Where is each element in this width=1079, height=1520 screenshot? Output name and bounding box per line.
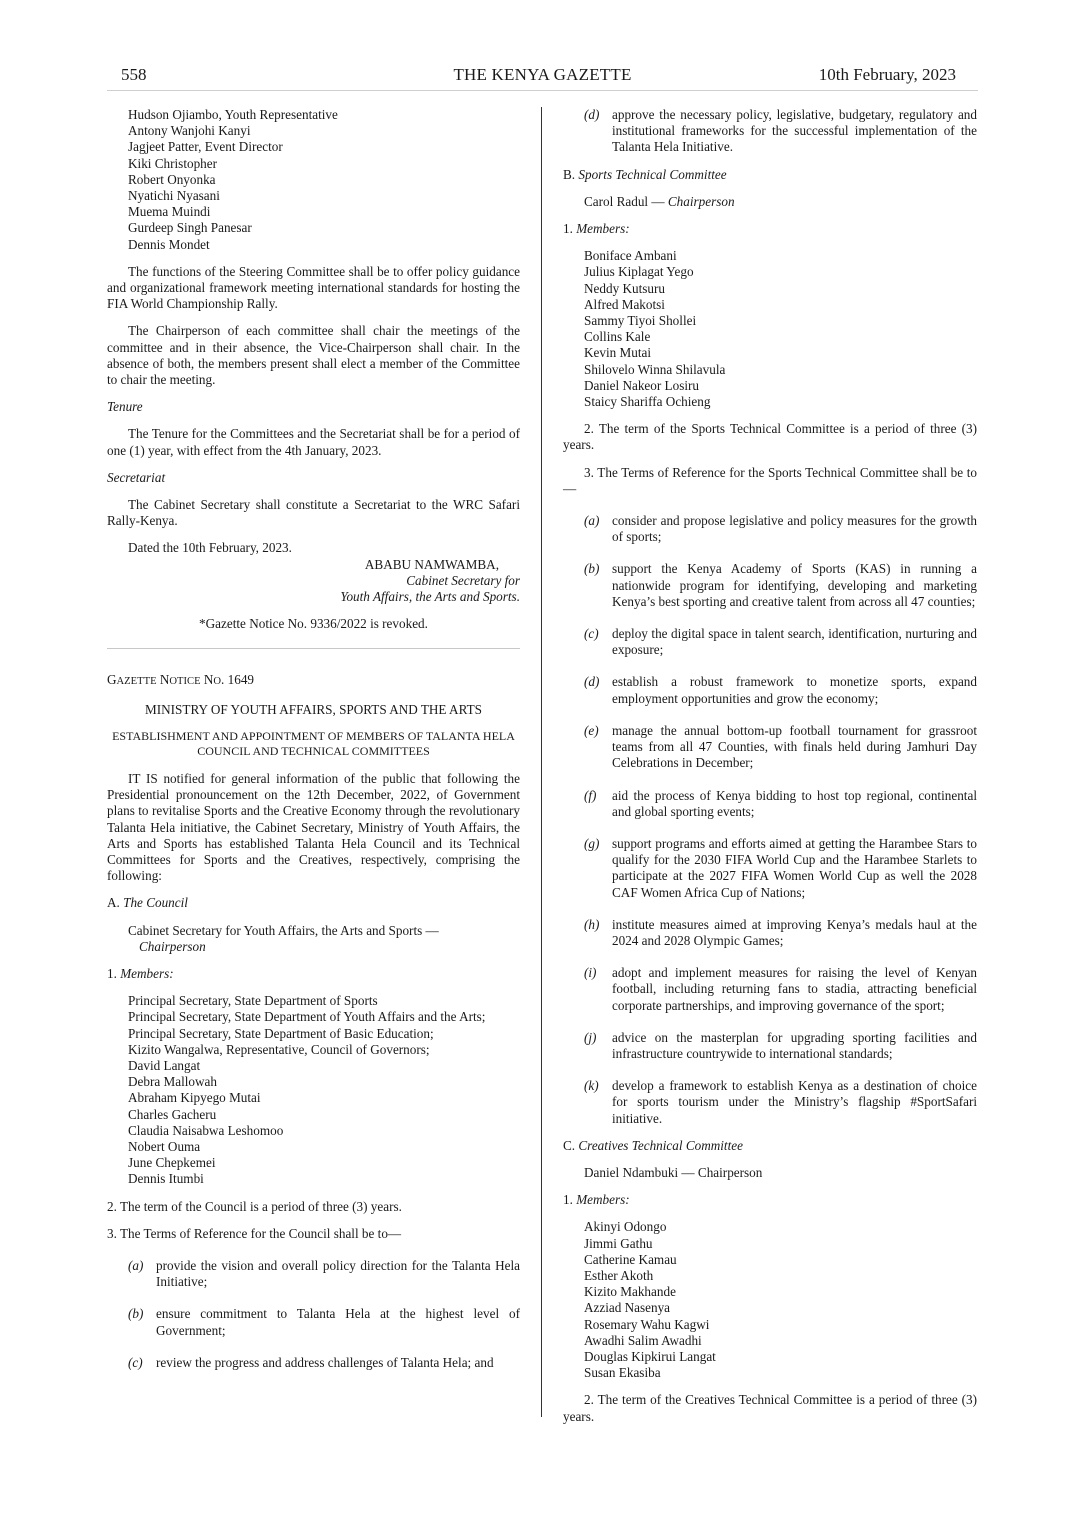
ministry-heading: MINISTRY OF YOUTH AFFAIRS, SPORTS AND THE ARTS (145, 701, 482, 717)
sports-term: 2. The term of the Sports Technical Committee is a period of three (3) years. (563, 421, 977, 453)
list-item: Principal Secretary, State Department of Youth Affairs and the Arts; (128, 1009, 486, 1025)
signatory-title: Youth Affairs, the Arts and Sports. (340, 589, 520, 605)
notice-number: GAZETTE NOTICE NO. 1649 (107, 672, 255, 688)
list-item: Robert Onyonka (128, 171, 216, 187)
list-item: Rosemary Wahu Kagwi (584, 1316, 710, 1332)
signature-block (107, 557, 520, 606)
list-item: Douglas Kipkirui Langat (584, 1348, 716, 1364)
list-item: Akinyi Odongo (584, 1219, 667, 1235)
council-members-list (107, 993, 520, 1187)
list-item: Kizito Makhande (584, 1284, 676, 1300)
reference-item: (c) review the progress and address challenges of Talanta Hela; and (128, 1354, 494, 1370)
list-item: Gurdeep Singh Panesar (128, 220, 252, 236)
list-item: Debra Mallowah (128, 1074, 217, 1090)
reference-item: (g) support programs and efforts aimed at getting the Harambee Stars to qualify for the 2030 FIFA World Cup and the Harambee Starlets to participate at the 2027 FIFA Women World Cup as well the 2028 CAF Women Africa Cup of Nations; (584, 835, 977, 900)
list-item: David Langat (128, 1057, 201, 1073)
reference-item: (j) advice on the masterplan for upgrading sporting facilities and infrastructure countrywide to international standards; (584, 1029, 977, 1061)
section-c-heading: C. Creatives Technical Committee (563, 1137, 743, 1153)
reference-item: (a) consider and propose legislative and policy measures for the growth of sports; (584, 513, 977, 545)
chairperson-paragraph: The Chairperson of each committee shall chair the meetings of the committee and in their absence, the Vice-Chairperson shall chair. In the absence of both, the members present shall elect a member of the Committee to chair the meeting. (107, 323, 520, 388)
list-item: Dennis Mondet (128, 236, 210, 252)
header-divider (107, 90, 978, 91)
reference-item: (b) ensure commitment to Talanta Hela at the highest level of Government; (128, 1306, 520, 1338)
signatory-title: Cabinet Secretary for (406, 572, 520, 588)
list-item: Awadhi Salim Awadhi (584, 1332, 702, 1348)
page-header (107, 64, 978, 86)
list-item: Kevin Mutai (584, 345, 652, 361)
creatives-chair: Daniel Ndambuki — Chairperson (584, 1164, 763, 1180)
reference-item: (h) institute measures aimed at improving Kenya’s medals haul at the 2024 and 2028 Olympic Games; (584, 916, 977, 948)
list-item: Boniface Ambani (584, 248, 677, 264)
list-item: Julius Kiplagat Yego (584, 264, 694, 280)
intro-paragraph: IT IS notified for general information of the public that following the Presidential pronouncement on the 12th December, 2022, of Government plans to revitalise Sports and the Creative Economy through the revolutionary Talanta Hela initiative, the Cabinet Secretary, Ministry of Youth Affairs, the Arts and Sports has established Talanta Hela Council and its Technical Committees for Sports and the Creatives, respectively, comprising the following: (107, 770, 520, 884)
reference-item: (d) approve the necessary policy, legislative, budgetary, regulatory and institutional frameworks for the successful implementation of the Talanta Hela Initiative. (584, 107, 977, 155)
list-item: Catherine Kamau (584, 1251, 677, 1267)
steering-members-list (107, 107, 520, 253)
page-number: 558 (121, 65, 147, 84)
list-item: Collins Kale (584, 329, 651, 345)
list-item: Alfred Makotsi (584, 296, 665, 312)
list-item: Jagjeet Patter, Event Director (128, 139, 283, 155)
sports-chair: Carol Radul — Chairperson (584, 193, 735, 209)
list-item: June Chepkemei (128, 1155, 216, 1171)
council-members-heading: 1. Members: (107, 965, 174, 981)
reference-item: (a) provide the vision and overall policy direction for the Talanta Hela Initiative; (128, 1257, 520, 1290)
list-item: Nyatichi Nyasani (128, 188, 220, 204)
list-item: Shilovelo Winna Shilavula (584, 361, 726, 377)
list-item: Staicy Shariffa Ochieng (584, 394, 711, 410)
list-item: Hudson Ojiambo, Youth Representative (128, 107, 338, 122)
notice-subject-line: COUNCIL AND TECHNICAL COMMITTEES (197, 744, 430, 759)
list-item: Muema Muindi (128, 204, 211, 220)
publication-title: THE KENYA GAZETTE (453, 65, 632, 84)
list-item: Susan Ekasiba (584, 1365, 661, 1381)
signatory-name: ABABU NAMWAMBA, (364, 556, 499, 572)
creatives-term: 2. The term of the Creatives Technical Committee is a period of three (3) years. (563, 1392, 977, 1424)
reference-item: (d) establish a robust framework to monetize sports, expand employment opportunities and grow the economy; (584, 674, 977, 706)
list-item: Kizito Wangalwa, Representative, Council of Governors; (128, 1041, 430, 1057)
secretariat-paragraph: The Cabinet Secretary shall constitute a Secretariat to the WRC Safari Rally-Kenya. (107, 497, 520, 529)
reference-item: (e) manage the annual bottom-up football tournament for grassroot teams from all 47 Counties, with finals held during Jamhuri Day Celebrations in December; (584, 722, 977, 771)
list-item: Claudia Naisabwa Leshomoo (128, 1122, 284, 1138)
council-chair: Cabinet Secretary for Youth Affairs, the Arts and Sports — Chairperson (128, 922, 439, 954)
list-item: Esther Akoth (584, 1267, 654, 1283)
sports-members-heading: 1. Members: (563, 221, 630, 237)
notice-subject-line: ESTABLISHMENT AND APPOINTMENT OF MEMBERS OF TALANTA HELA (112, 728, 515, 743)
sports-tor-heading: 3. The Terms of Reference for the Sports Technical Committee shall be to— (563, 464, 977, 496)
list-item: Nobert Ouma (128, 1138, 201, 1154)
reference-item: (c) deploy the digital space in talent search, identification, nurturing and exposure; (584, 626, 977, 658)
list-item: Sammy Tiyoi Shollei (584, 313, 697, 329)
list-item: Neddy Kutsuru (584, 280, 665, 296)
section-b-heading: B. Sports Technical Committee (563, 166, 727, 182)
column-divider (541, 107, 542, 1417)
left-column (107, 107, 520, 1371)
tenure-paragraph: The Tenure for the Committees and the Secretariat shall be for a period of one (1) year, with effect from the 4th January, 2023. (107, 426, 520, 458)
list-item: Kiki Christopher (128, 155, 218, 171)
issue-date: 10th February, 2023 (818, 65, 956, 84)
list-item: Dennis Itumbi (128, 1171, 204, 1187)
reference-item: (f) aid the process of Kenya bidding to host top regional, continental and global sporting events; (584, 787, 977, 819)
list-item: Principal Secretary, State Department of Basic Education; (128, 1025, 434, 1041)
list-item: Principal Secretary, State Department of Sports (128, 993, 378, 1009)
reference-item: (i) adopt and implement measures for raising the level of Kenyan football, including returning fans to stadia, attracting beneficial corporate partnerships, and improving governance of the sport; (584, 965, 977, 1013)
creatives-members-list (563, 1219, 977, 1381)
dated-line: Dated the 10th February, 2023. (128, 540, 292, 556)
notice-subject (107, 729, 520, 760)
reference-item: (b) support the Kenya Academy of Sports (KAS) in running a nationwide program for identifying, developing and marketing Kenya’s best sporting and creative talent from across all 47 counties; (584, 561, 977, 609)
section-a-heading: A. The Council (107, 895, 188, 911)
list-item: Jimmi Gathu (584, 1235, 653, 1251)
sports-members-list (563, 248, 977, 410)
list-item: Abraham Kipyego Mutai (128, 1090, 261, 1106)
list-item: Daniel Nakeor Losiru (584, 377, 699, 393)
functions-paragraph: The functions of the Steering Committee shall be to offer policy guidance and organizational framework meeting international standards for hosting the FIA World Championship Rally. (107, 263, 520, 312)
council-tor-heading: 3. The Terms of Reference for the Council shall be to— (107, 1225, 402, 1241)
reference-item: (k) develop a framework to establish Kenya as a destination of choice for sports tourism under the Ministry’s flagship #SportSafari initiative. (584, 1078, 977, 1126)
notice-divider (107, 648, 520, 649)
list-item: Antony Wanjohi Kanyi (128, 123, 251, 139)
list-item: Charles Gacheru (128, 1106, 217, 1122)
council-term: 2. The term of the Council is a period of three (3) years. (107, 1198, 402, 1214)
right-column (563, 107, 977, 1425)
list-item: Azziad Nasenya (584, 1300, 671, 1316)
secretariat-heading: Secretariat (107, 469, 166, 485)
tenure-heading: Tenure (107, 399, 143, 415)
creatives-members-heading: 1. Members: (563, 1192, 630, 1208)
revocation-note: *Gazette Notice No. 9336/2022 is revoked. (199, 616, 428, 632)
